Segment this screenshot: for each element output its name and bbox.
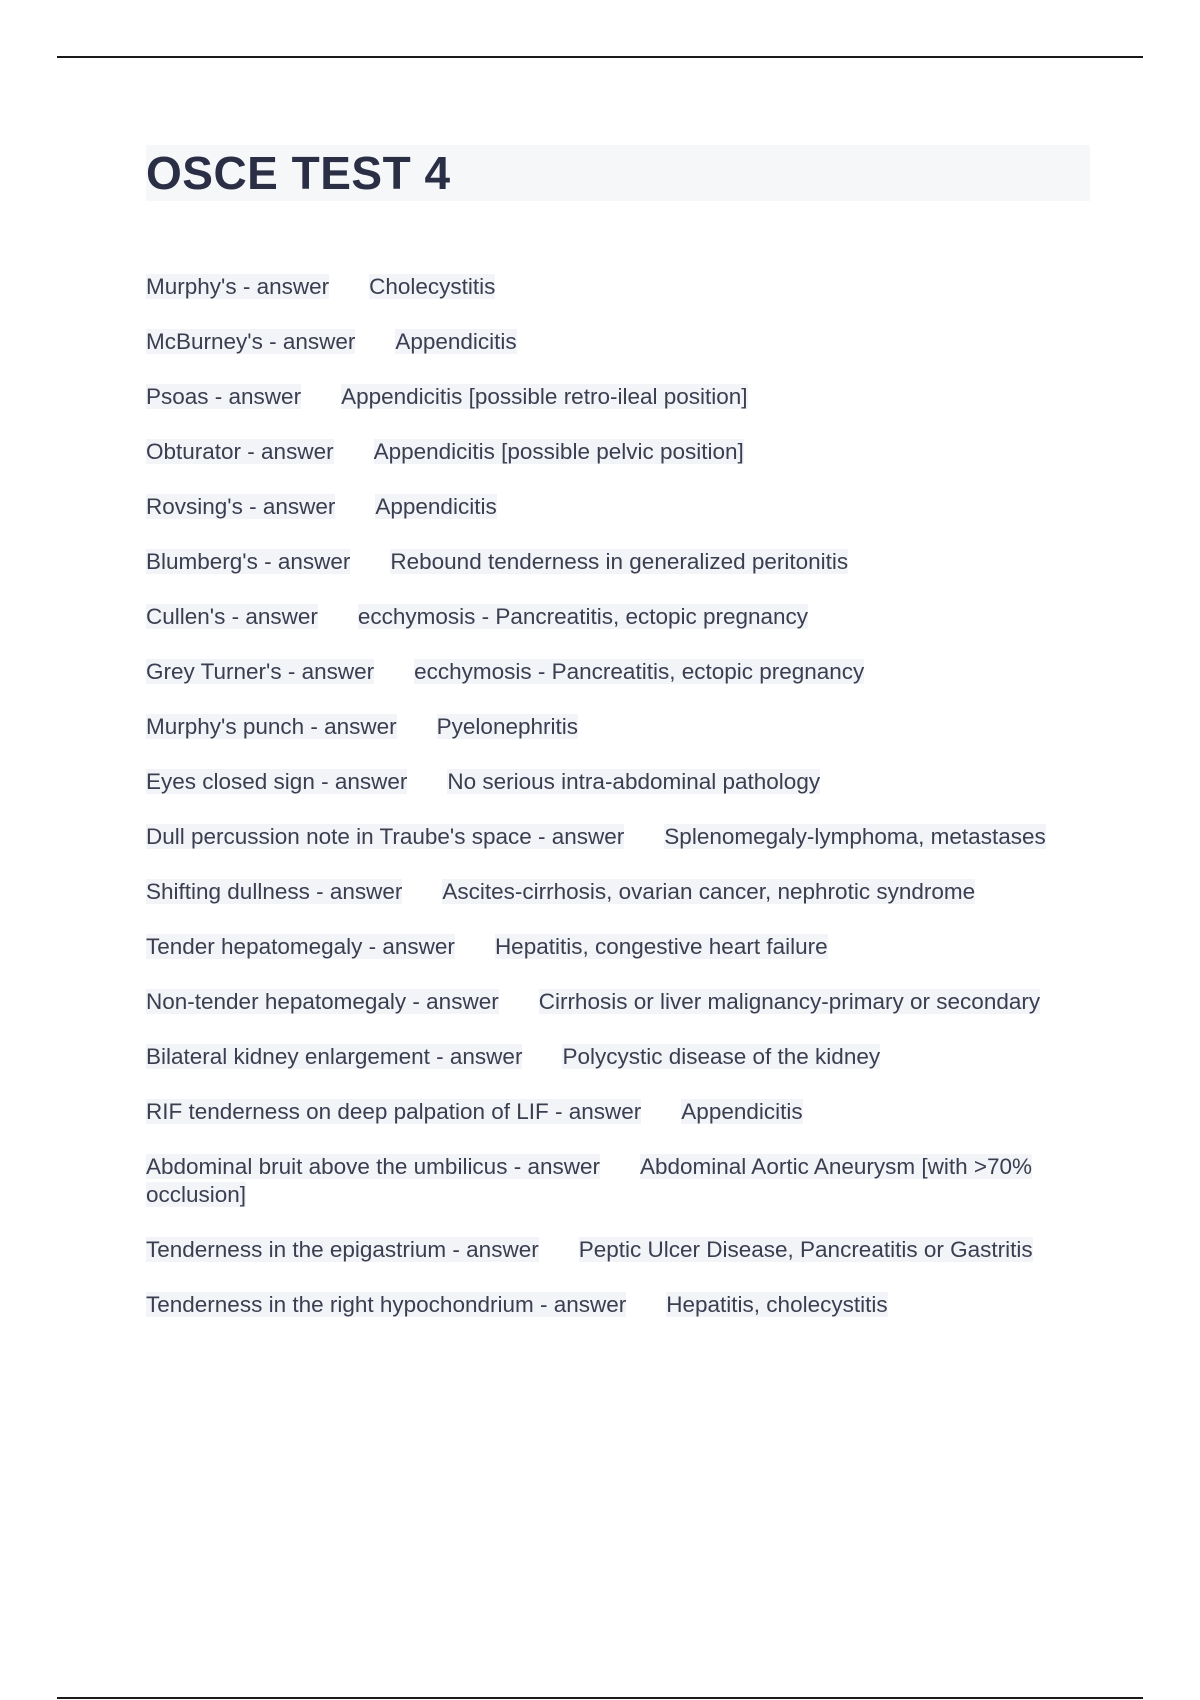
qa-answer: Ascites-cirrhosis, ovarian cancer, nephrotic syndrome	[442, 879, 976, 904]
qa-question: Bilateral kidney enlargement - answer	[146, 1044, 523, 1069]
qa-item	[146, 933, 1046, 961]
qa-answer: Appendicitis	[375, 494, 497, 519]
qa-question: Abdominal bruit above the umbilicus - answer	[146, 1154, 600, 1179]
qa-item	[146, 548, 1046, 576]
qa-question: Blumberg's - answer	[146, 549, 351, 574]
qa-answer: ecchymosis - Pancreatitis, ectopic pregnancy	[357, 604, 809, 629]
qa-item	[146, 988, 1046, 1016]
page-title: OSCE TEST 4	[146, 147, 451, 199]
qa-answer: ecchymosis - Pancreatitis, ectopic pregnancy	[414, 659, 865, 684]
qa-answer: Cirrhosis or liver malignancy-primary or secondary	[538, 989, 1041, 1014]
qa-answer: Hepatitis, congestive heart failure	[494, 934, 828, 959]
qa-question: Tenderness in the epigastrium - answer	[146, 1237, 539, 1262]
qa-item	[146, 1098, 1046, 1126]
qa-answer: Abdominal Aortic Aneurysm [with >70% occlusion]	[146, 1154, 1033, 1207]
qa-question: Shifting dullness - answer	[146, 879, 403, 904]
qa-answer: Appendicitis	[395, 329, 517, 354]
qa-item	[146, 1043, 1046, 1071]
qa-answer: Appendicitis [possible retro-ileal position]	[341, 384, 748, 409]
qa-item	[146, 493, 1046, 521]
document-content	[146, 145, 1090, 1346]
qa-item	[146, 273, 1046, 301]
qa-answer: Peptic Ulcer Disease, Pancreatitis or Gastritis	[578, 1237, 1033, 1262]
qa-answer: Hepatitis, cholecystitis	[666, 1292, 888, 1317]
qa-question: Tender hepatomegaly - answer	[146, 934, 455, 959]
qa-answer: No serious intra-abdominal pathology	[447, 769, 821, 794]
qa-item	[146, 878, 1046, 906]
qa-list	[146, 273, 1090, 1319]
qa-answer: Appendicitis [possible pelvic position]	[373, 439, 744, 464]
qa-question: Eyes closed sign - answer	[146, 769, 408, 794]
qa-question: Cullen's - answer	[146, 604, 318, 629]
bottom-rule	[57, 1697, 1143, 1699]
qa-item	[146, 603, 1046, 631]
qa-item	[146, 658, 1046, 686]
qa-question: Psoas - answer	[146, 384, 302, 409]
qa-question: Obturator - answer	[146, 439, 334, 464]
qa-question: Rovsing's - answer	[146, 494, 336, 519]
qa-answer: Cholecystitis	[369, 274, 496, 299]
qa-item	[146, 768, 1046, 796]
qa-item	[146, 823, 1046, 851]
qa-answer: Polycystic disease of the kidney	[562, 1044, 881, 1069]
qa-question: Dull percussion note in Traube's space - answer	[146, 824, 625, 849]
qa-item	[146, 383, 1046, 411]
qa-item	[146, 328, 1046, 356]
qa-item	[146, 1236, 1046, 1264]
qa-item	[146, 438, 1046, 466]
qa-answer: Pyelonephritis	[436, 714, 578, 739]
qa-answer: Splenomegaly-lymphoma, metastases	[664, 824, 1046, 849]
qa-item	[146, 1291, 1046, 1319]
qa-question: Murphy's punch - answer	[146, 714, 397, 739]
qa-question: Non-tender hepatomegaly - answer	[146, 989, 499, 1014]
qa-item	[146, 713, 1046, 741]
qa-item	[146, 1153, 1046, 1209]
qa-answer: Appendicitis	[681, 1099, 803, 1124]
qa-question: McBurney's - answer	[146, 329, 356, 354]
qa-question: RIF tenderness on deep palpation of LIF - answer	[146, 1099, 642, 1124]
qa-question: Tenderness in the right hypochondrium - answer	[146, 1292, 627, 1317]
qa-answer: Rebound tenderness in generalized peritonitis	[390, 549, 849, 574]
qa-question: Grey Turner's - answer	[146, 659, 375, 684]
qa-question: Murphy's - answer	[146, 274, 330, 299]
top-rule	[57, 56, 1143, 58]
title-box	[146, 145, 1090, 201]
